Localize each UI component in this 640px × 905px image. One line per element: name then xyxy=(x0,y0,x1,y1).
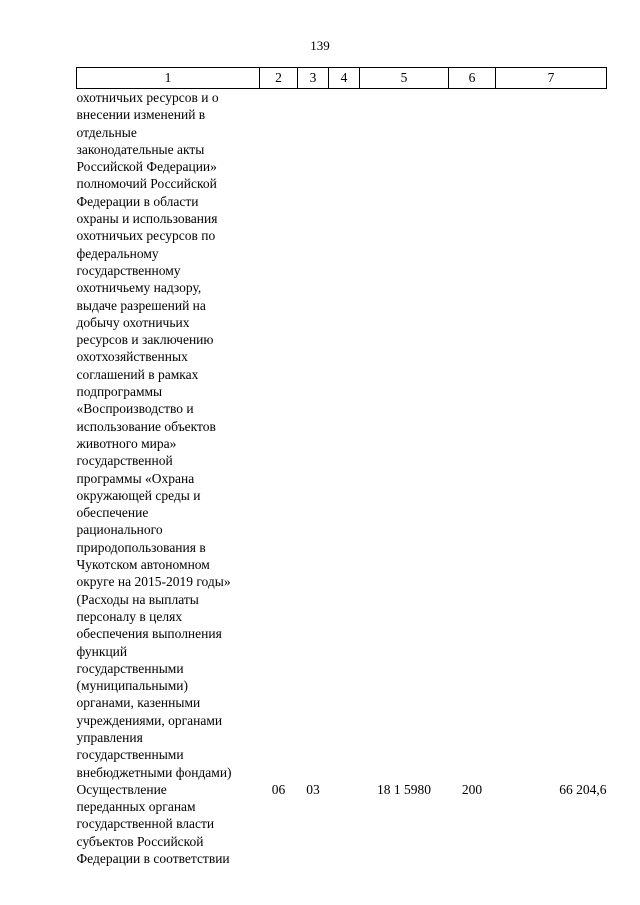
description-line: государственной власти xyxy=(76,816,215,832)
budget-table xyxy=(76,67,607,867)
target-article-code: 18 1 5980 xyxy=(377,781,431,797)
section-code: 06 xyxy=(271,781,286,797)
description-line: учреждениями, органами xyxy=(76,712,223,728)
page-number: 139 xyxy=(310,38,330,53)
target-article-code xyxy=(360,89,449,781)
description-line: Федерации в соответствии xyxy=(76,851,230,867)
description-line: государственному xyxy=(76,262,181,278)
description-line: Осуществление xyxy=(76,781,167,797)
subsection-code: 03 xyxy=(306,781,320,797)
description-line: обеспечения выполнения xyxy=(76,626,222,642)
description-line: добычу охотничьих xyxy=(76,314,190,330)
column-number-header-row xyxy=(77,68,607,89)
description-line: управления xyxy=(76,729,143,745)
description-line: рационального xyxy=(76,522,163,538)
description-line: (муниципальными) xyxy=(76,678,188,694)
description-line: выдаче разрешений на xyxy=(76,297,206,313)
description-line: природопользования в xyxy=(76,539,206,555)
description-line: переданных органам xyxy=(76,799,196,815)
column-4-value xyxy=(329,89,360,781)
amount-value: 66 204,6 xyxy=(559,781,607,797)
description-line: законодательные акты xyxy=(76,141,205,157)
description-line: охотничьих ресурсов по xyxy=(76,228,216,244)
description-line: соглашений в рамках xyxy=(76,366,199,382)
section-code xyxy=(260,89,298,781)
description-line: обеспечение xyxy=(76,505,149,521)
column-header-1: 1 xyxy=(77,68,260,89)
row-description xyxy=(77,781,260,867)
column-header-7: 7 xyxy=(496,68,607,89)
description-line: органами, казенными xyxy=(76,695,201,711)
description-line: отдельные xyxy=(76,124,137,140)
subsection-code xyxy=(298,89,329,781)
description-line: внебюджетными фондами) xyxy=(76,764,232,780)
description-line: полномочий Российской xyxy=(76,176,217,192)
column-4-value xyxy=(329,781,360,867)
description-line: (Расходы на выплаты xyxy=(76,591,199,607)
table-body xyxy=(77,89,607,868)
description-line: подпрограммы xyxy=(76,384,163,400)
description-line: государственными xyxy=(76,747,184,763)
description-line: охотничьих ресурсов и о xyxy=(76,90,219,105)
expense-type-code: 200 xyxy=(461,781,483,797)
description-line: функций xyxy=(76,643,128,659)
column-header-3: 3 xyxy=(298,68,329,89)
description-line: «Воспроизводство и xyxy=(76,401,194,417)
expense-type-code xyxy=(449,89,496,781)
description-line: федеральному xyxy=(76,245,159,261)
description-line: охотхозяйственных xyxy=(76,349,188,365)
amount-value xyxy=(496,89,607,781)
description-line: субъектов Российской xyxy=(76,833,204,849)
description-line: государственной xyxy=(76,453,173,469)
description-line: использование объектов xyxy=(76,418,216,434)
table-row xyxy=(77,89,607,781)
description-line: ресурсов и заключению xyxy=(76,332,214,348)
description-line: животного мира» xyxy=(76,435,177,451)
description-line: внесении изменений в xyxy=(76,107,206,123)
description-line: программы «Охрана xyxy=(76,470,195,486)
column-header-2: 2 xyxy=(260,68,298,89)
column-header-6: 6 xyxy=(449,68,496,89)
description-line: округе на 2015-2019 годы» xyxy=(76,574,231,590)
description-line: окружающей среды и xyxy=(76,487,201,503)
description-line: государственными xyxy=(76,660,184,676)
column-header-5: 5 xyxy=(360,68,449,89)
description-line: Чукотском автономном xyxy=(76,557,210,573)
table-row xyxy=(77,781,607,867)
description-line: персоналу в целях xyxy=(76,608,183,624)
description-line: Федерации в области xyxy=(76,193,199,209)
description-line: Российской Федерации» xyxy=(76,159,217,175)
description-line: охотничьему надзору, xyxy=(76,280,202,296)
row-description xyxy=(77,89,260,781)
description-line: охраны и использования xyxy=(76,211,218,227)
column-header-4: 4 xyxy=(329,68,360,89)
